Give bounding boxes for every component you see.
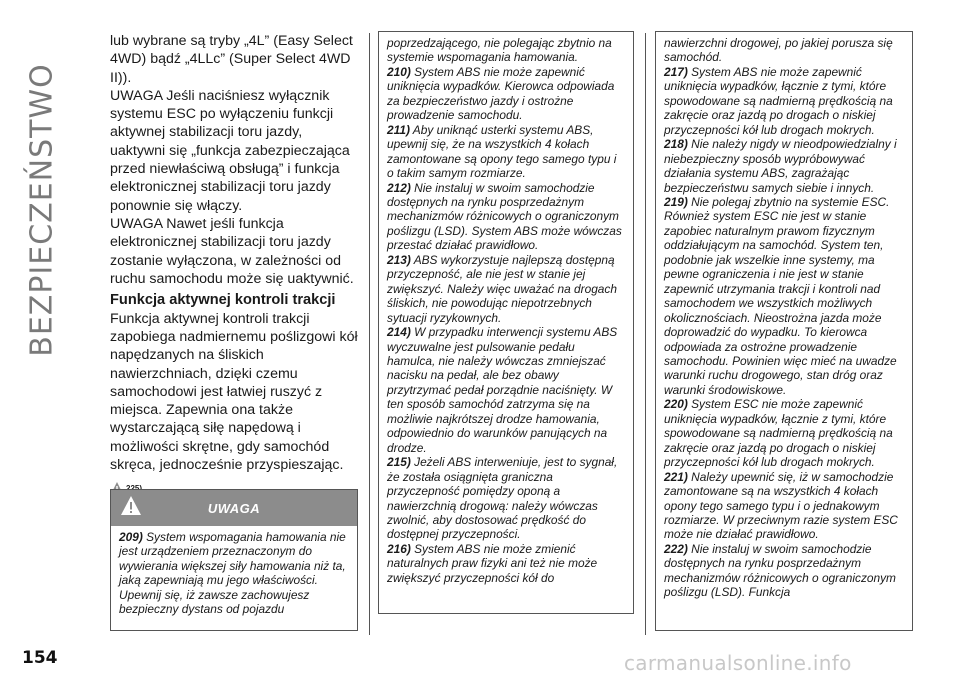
warning-number: 221) (664, 469, 688, 484)
warning-item-217 (664, 65, 905, 137)
warning-item-219 (664, 195, 905, 397)
column-divider (369, 33, 370, 635)
warning-item-220 (664, 397, 905, 469)
warning-number: 218) (664, 137, 688, 152)
warning-item-213 (387, 253, 626, 325)
warning-text: System ABS nie może zapewnić uniknięcia wypadków, łącznie z tymi, które spowodowane są nadmierną prędkością na zakręcie oraz jazdą po drogach o niskiej przyczepności kół lub drogach mokrych. (664, 64, 893, 137)
warning-item-215 (387, 455, 626, 542)
column-divider (645, 33, 646, 635)
paragraph-traction-control: Funkcja aktywnej kontroli trakcji zapobiega nadmiernemu poślizgowi kół napędzanych na śliskich nawierzchniach, dzięki czemu samochodowi jest łatwiej ruszyć z miejsca. Zapewnia ona także wystarczającą siłę napędową i możliwości skrętne, gdy samochód skręca, jednocześnie przyspieszając. (110, 310, 358, 474)
section-title-text: BEZPIECZEŃSTWO (24, 63, 60, 357)
warning-text: System ESC nie może zapewnić uniknięcia wypadków, łącznie z tymi, które spowodowane są nadmierną prędkością na zakręcie oraz jazdą po drogach o niskiej przyczepności kół lub drogach mokrych. (664, 397, 893, 470)
warning-text: System wspomagania hamowania nie jest urządzeniem przeznaczonym do wywierania większej siły hamowania niż ta, jaką zapewniają mu jego właściwości. Upewnij się, iż zawsze zachowujesz bezpieczny dystans od pojazdu (119, 530, 346, 617)
paragraph-note-stabilization: UWAGA Nawet jeśli funkcja elektronicznej stabilizacji toru jazdy zostanie wyłączona, w zależności od ruchu samochodu może się uaktywnić. (110, 215, 354, 287)
warning-item-211 (387, 123, 626, 181)
warning-number: 220) (664, 397, 688, 412)
warning-number: 217) (664, 64, 688, 79)
warning-text: ABS wykorzystuje najlepszą dostępną przyczepność, ale nie jest w stanie jej zwiększyć. Należy więc uważać na drogach śliskich, nie powodując niepotrzebnych sytuacji ryzykownych. (387, 252, 617, 325)
warning-text: W przypadku interwencji systemu ABS wyczuwalne jest pulsowanie pedału hamulca, nie należy wówczas zmniejszać nacisku na pedał, ale bez obawy przytrzymać pedał porządnie naciśnięty. W ten sposób samochód zatrzyma się na możliwie najkrótszej drodze hamowania, odpowiednio do warunków panujących na drodze. (387, 325, 618, 455)
warning-number: 219) (664, 194, 688, 209)
uwaga-box-title: UWAGA (207, 500, 261, 516)
warning-item-218 (664, 137, 905, 195)
warning-number: 212) (387, 180, 411, 195)
warning-number: 210) (387, 64, 411, 79)
warning-text: Nie polegaj zbytnio na systemie ESC. Również system ESC nie jest w stanie zapobiec naturalnym prawom fizycznym oddziałującym na samochód. System ten, podobnie jak wszelkie inne systemy, ma pewne ograniczenia i nie jest w stanie zapewnić utrzymania trakcji i kontroli nad samochodem we wszystkich możliwych okolicznościach. Nieostrożna jazda może doprowadzić do wypadku. To kierowca odpowiada za ostrożne prowadzenie samochodu. Powinien więc mieć na uwadze warunki ruchu drogowego, stan dróg oraz warunki środowiskowe. (664, 194, 897, 397)
warnings-column-2 (378, 31, 634, 614)
warning-text: Aby uniknąć usterki systemu ABS, upewnij się, że na wszystkich 4 kołach zamontowane są opony tego samego typu i o takim samym rozmiarze. (387, 122, 617, 181)
warning-item-210 (387, 65, 626, 123)
warning-number: 222) (664, 541, 688, 556)
warnings-column-3 (655, 31, 913, 631)
warning-item-209 (119, 530, 349, 617)
warning-number: 214) (387, 325, 411, 340)
warning-text: Nie instaluj w swoim samochodzie dostępnych na rynku posprzedażnym mechanizmów różnicowych o ograniczonym poślizgu (LSD). System ABS może wówczas przestać działać prawidłowo. (387, 180, 622, 253)
warning-item-222 (664, 542, 905, 600)
section-heading: Funkcja aktywnej kontroli trakcji (110, 292, 336, 309)
uwaga-warning-box (110, 489, 358, 631)
warning-text: Nie należy nigdy w nieodpowiedzialny i niebezpieczny sposób wypróbowywać działania systemu ABS, zagrażając bezpieczeństwu samych siebie i innych. (664, 137, 897, 195)
warning-text: Nie instaluj w swoim samochodzie dostępnych na rynku posprzedażnym mechanizmów różnicowych o ograniczonym poślizgu (LSD). Funkcja (664, 541, 896, 600)
warning-text: System ABS nie może zmienić naturalnych praw fizyki ani też nie może zwiększyć przyczepności kół do (387, 541, 598, 585)
warning-number: 215) (387, 455, 411, 470)
warning-item-214 (387, 325, 626, 455)
warning-number: 216) (387, 541, 411, 556)
uwaga-box-header (111, 490, 357, 526)
warning-item-221 (664, 470, 905, 542)
section-title (20, 30, 64, 390)
warning-continuation: poprzedzającego, nie polegając zbytnio na systemie wspomagania hamowania. (387, 36, 612, 65)
warning-text: Należy upewnić się, iż w samochodzie zamontowane są na wszystkich 4 kołach opony tego samego typu i o jednakowym rozmiarze. W przeciwnym razie system ESC może nie działać prawidłowo. (664, 469, 898, 542)
warning-number: 213) (387, 252, 411, 267)
warning-item-212 (387, 181, 626, 253)
watermark: carmanualsonline.info (624, 651, 852, 675)
main-text-column (110, 32, 360, 496)
warning-text: System ABS nie może zapewnić uniknięcia wypadków. Kierowca odpowiada za bezpieczeństwo jazdy i ostrożne prowadzenie samochodu. (387, 64, 615, 123)
warning-item-216 (387, 542, 626, 585)
paragraph-note-esc-switch: UWAGA Jeśli naciśniesz wyłącznik systemu ESC po wyłączeniu funkcji aktywnej stabilizacji toru jazdy, uaktywni się „funkcja zabezpieczająca przed niewłaściwą obsługą” i funkcja elektronicznej stabilizacji toru jazdy ponownie się włączy. (110, 87, 350, 214)
warning-number: 211) (387, 122, 410, 137)
warning-continuation: nawierzchni drogowej, po jakiej porusza się samochód. (664, 36, 893, 65)
page-number: 154 (22, 648, 58, 668)
paragraph-modes: lub wybrane są tryby „4L” (Easy Select 4WD) bądź „4LLc” (Super Select 4WD II)). (110, 33, 353, 86)
warning-number: 209) (119, 530, 143, 544)
warning-triangle-icon (119, 494, 143, 518)
warning-text: Jeżeli ABS interweniuje, jest to sygnał, że została osiągnięta graniczna przyczepność pomiędzy oponą a nawierzchnią drogową: należy wówczas zwolnić, aby dostosować prędkość do dostępnej przyczepności. (387, 455, 618, 542)
